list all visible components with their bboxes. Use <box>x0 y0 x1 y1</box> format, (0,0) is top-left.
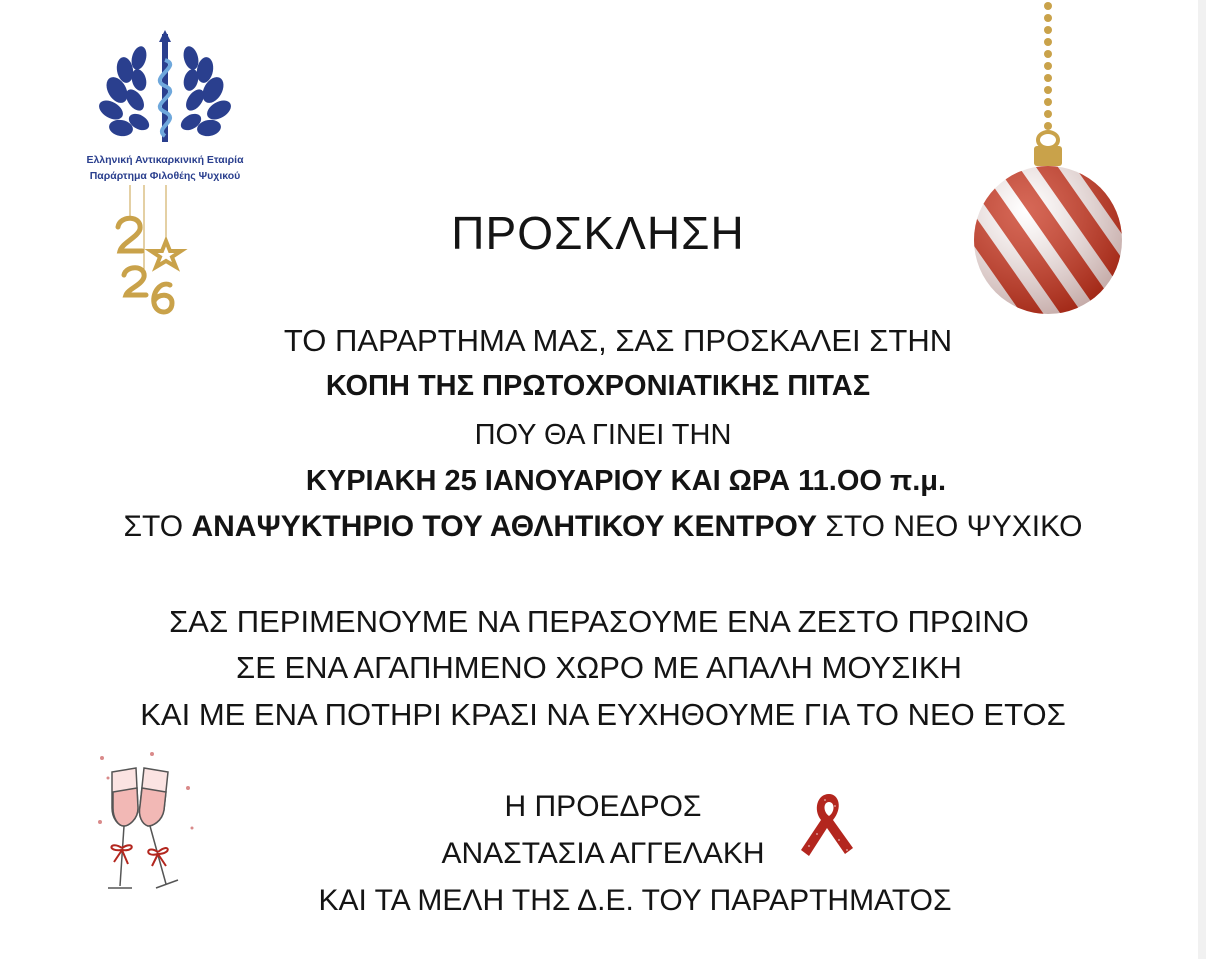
message-line-3: ΚΑΙ ΜΕ ΕΝΑ ΠΟΤΗΡΙ ΚΡΑΣΙ ΝΑ ΕΥΧΗΘΟΥΜΕ ΓΙΑ ΤΟ ΝΕΟ ΕΤΟΣ <box>140 697 1066 732</box>
invitation-event: ΚΟΠΗ ΤΗΣ ΠΡΩΤΟΧΡΟΝΙΑΤΙΚΗΣ ΠΙΤΑΣ <box>325 370 871 402</box>
laurel-caduceus-logo-icon <box>95 30 235 148</box>
invitation-location <box>0 510 1206 544</box>
striped-bauble-icon <box>960 0 1140 325</box>
location-prefix: ΣΤΟ <box>123 510 192 543</box>
message-line-1: ΣΑΣ ΠΕΡΙΜΕΝΟΥΜΕ ΝΑ ΠΕΡΑΣΟΥΜΕ ΕΝΑ ΖΕΣΤΟ ΠΡΩΙΝΟ <box>169 604 1029 639</box>
invitation-line-1: ΤΟ ΠΑΡΑΡΤΗΜΑ ΜΑΣ, ΣΑΣ ΠΡΟΣΚΑΛΕΙ ΣΤΗΝ <box>283 323 953 358</box>
invitation-date-time: ΚΥΡΙΑΚΗ 25 ΙΑΝΟΥΑΡΙΟΥ ΚΑΙ ΩΡΑ 11.ΟΟ π.μ. <box>305 465 947 497</box>
champagne-glasses-icon <box>92 748 212 903</box>
page-title: ΠΡΟΣΚΛΗΣΗ <box>451 207 745 259</box>
logo-branch-line: Παράρτημα Φιλοθέης Ψυχικού <box>89 170 241 182</box>
logo-name-line: Ελληνική Αντικαρκινική Εταιρία <box>86 154 244 166</box>
invitation-line-3: ΠΟΥ ΘΑ ΓΙΝΕΙ ΤΗΝ <box>474 419 732 451</box>
message-line-2: ΣΕ ΕΝΑ ΑΓΑΠΗΜΕΝΟ ΧΩΡΟ ΜΕ ΑΠΑΛΗ ΜΟΥΣΙΚΗ <box>236 650 962 685</box>
location-venue: ΑΝΑΨΥΚΤΗΡΙΟ ΤΟΥ ΑΘΛΗΤΙΚΟΥ ΚΕΝΤΡΟΥ <box>191 510 817 543</box>
organization-logo <box>60 22 270 192</box>
location-suffix: ΣΤΟ ΝΕΟ ΨΥΧΙΚΟ <box>816 510 1083 543</box>
signature-board: ΚΑΙ ΤΑ ΜΕΛΗ ΤΗΣ Δ.Ε. ΤΟΥ ΠΑΡΑΡΤΗΜΑΤΟΣ <box>318 884 952 917</box>
signature-name: ΑΝΑΣΤΑΣΙΑ ΑΓΓΕΛΑΚΗ <box>441 837 765 870</box>
signature-title: Η ΠΡΟΕΔΡΟΣ <box>504 790 702 823</box>
